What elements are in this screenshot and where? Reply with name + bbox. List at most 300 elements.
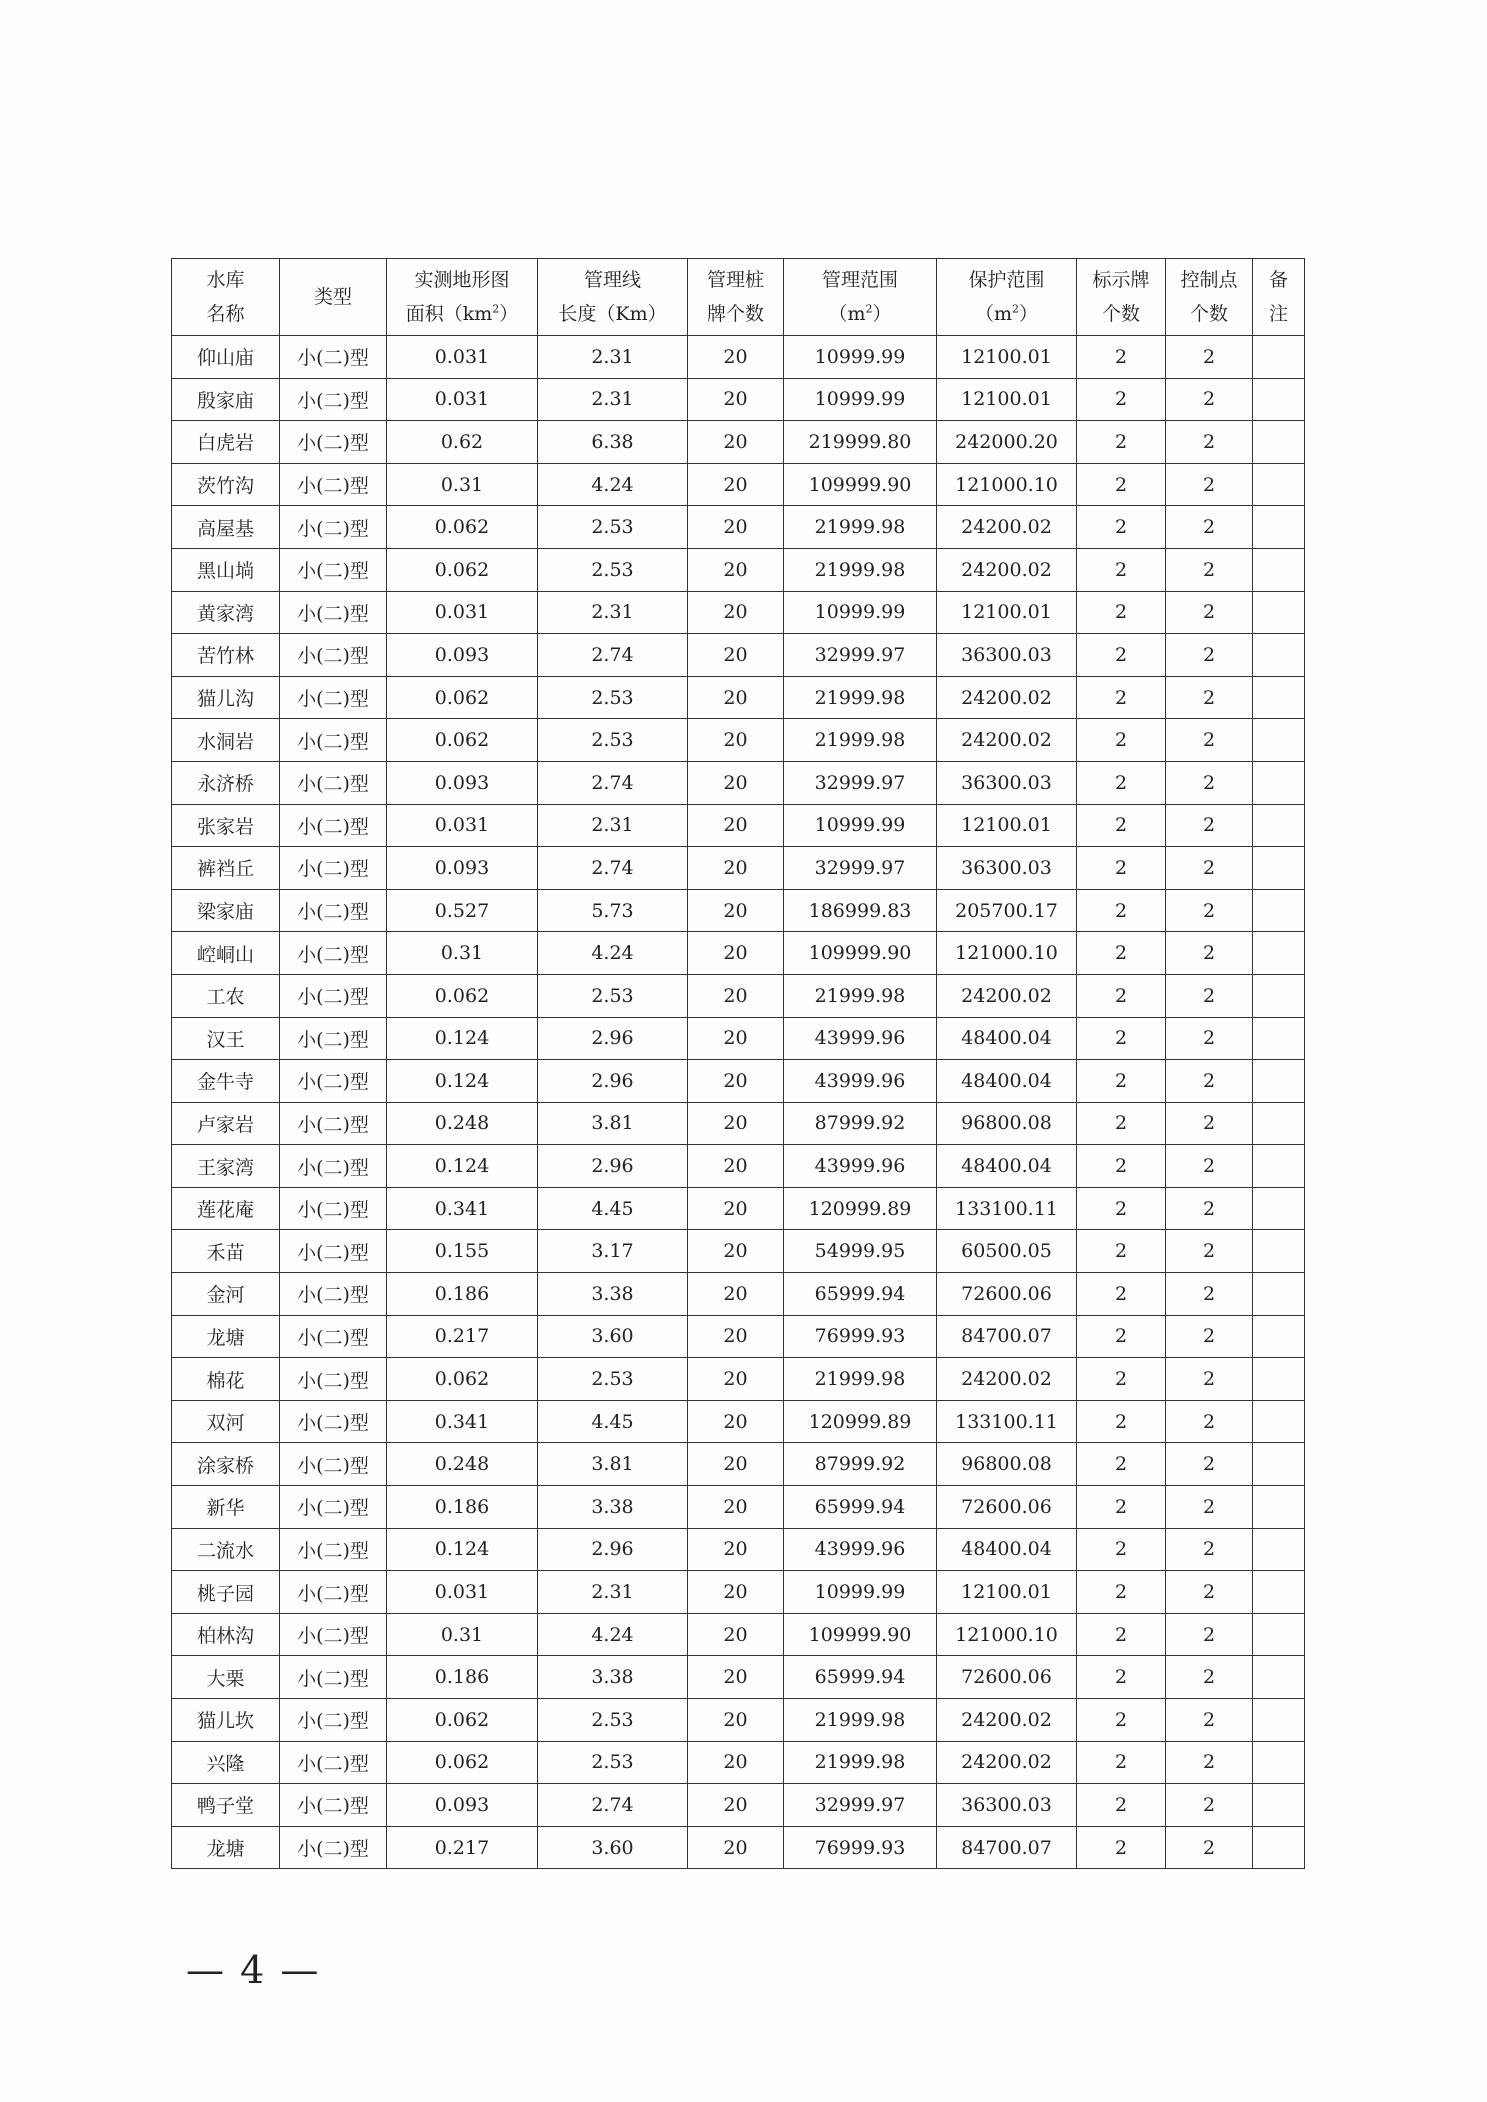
- table-cell: 2: [1166, 804, 1253, 847]
- table-row: [172, 591, 1305, 634]
- table-cell: 24200.02: [937, 1358, 1077, 1401]
- table-cell: 0.124: [387, 1060, 538, 1103]
- table-cell: 4.45: [538, 1400, 688, 1443]
- table-cell: 0.31: [387, 932, 538, 975]
- table-cell: 32999.97: [784, 634, 937, 677]
- table-cell: 0.031: [387, 804, 538, 847]
- table-cell: 43999.96: [784, 1017, 937, 1060]
- table-cell: [1253, 974, 1305, 1017]
- table-cell: 12100.01: [937, 1571, 1077, 1614]
- table-cell: 24200.02: [937, 1741, 1077, 1784]
- column-header-line2: 个数: [1189, 303, 1228, 325]
- table-cell: 20: [688, 1699, 784, 1742]
- table-cell: 72600.06: [937, 1486, 1077, 1529]
- table-cell: 72600.06: [937, 1273, 1077, 1316]
- table-cell: 20: [688, 1528, 784, 1571]
- table-cell: 2: [1077, 1145, 1166, 1188]
- table-cell: 2: [1077, 1102, 1166, 1145]
- table-cell: 21999.98: [784, 974, 937, 1017]
- table-cell: 3.17: [538, 1230, 688, 1273]
- table-row: [172, 1699, 1305, 1742]
- table-cell: 4.24: [538, 1613, 688, 1656]
- table-cell: 2.74: [538, 1784, 688, 1827]
- table-cell: 2.96: [538, 1060, 688, 1103]
- table-cell: 2: [1077, 1017, 1166, 1060]
- page-number: — 4 —: [186, 1948, 321, 1992]
- table-cell: 0.062: [387, 1741, 538, 1784]
- table-cell: 43999.96: [784, 1145, 937, 1188]
- table-cell: 小(二)型: [280, 506, 387, 549]
- table-cell: 2: [1166, 1315, 1253, 1358]
- table-row: [172, 1145, 1305, 1188]
- table-cell: 20: [688, 548, 784, 591]
- table-cell: 0.217: [387, 1826, 538, 1869]
- table-cell: 109999.90: [784, 932, 937, 975]
- table-cell: 2: [1077, 1528, 1166, 1571]
- table-cell: 48400.04: [937, 1528, 1077, 1571]
- table-cell: 0.527: [387, 889, 538, 932]
- table-cell: 20: [688, 1273, 784, 1316]
- table-cell: 2: [1077, 932, 1166, 975]
- table-cell: 65999.94: [784, 1273, 937, 1316]
- table-cell: 0.186: [387, 1273, 538, 1316]
- table-cell: 小(二)型: [280, 932, 387, 975]
- table-row: [172, 634, 1305, 677]
- table-cell: 卢家岩: [172, 1102, 280, 1145]
- table-cell: 汉王: [172, 1017, 280, 1060]
- table-cell: 鸭子堂: [172, 1784, 280, 1827]
- table-cell: [1253, 463, 1305, 506]
- table-cell: 2: [1166, 1273, 1253, 1316]
- table-cell: 2: [1166, 634, 1253, 677]
- column-header-line2: 名称: [206, 303, 245, 325]
- table-cell: 4.45: [538, 1187, 688, 1230]
- table-cell: 121000.10: [937, 463, 1077, 506]
- table-cell: 2: [1077, 1826, 1166, 1869]
- table-cell: 小(二)型: [280, 761, 387, 804]
- column-header-line1: 水库: [206, 269, 245, 291]
- table-cell: 60500.05: [937, 1230, 1077, 1273]
- table-row: [172, 1656, 1305, 1699]
- table-cell: 2: [1077, 1571, 1166, 1614]
- table-cell: 小(二)型: [280, 336, 387, 379]
- table-cell: 24200.02: [937, 974, 1077, 1017]
- table-cell: 0.217: [387, 1315, 538, 1358]
- table-row: [172, 336, 1305, 379]
- table-cell: 苦竹林: [172, 634, 280, 677]
- table-cell: 涂家桥: [172, 1443, 280, 1486]
- column-header-line2: 长度（Km）: [558, 303, 667, 325]
- column-header: [172, 259, 280, 336]
- table-cell: 王家湾: [172, 1145, 280, 1188]
- table-cell: 裤裆丘: [172, 847, 280, 890]
- table-cell: 0.093: [387, 1784, 538, 1827]
- table-cell: 2.96: [538, 1017, 688, 1060]
- column-header-line1: 管理桩: [706, 269, 764, 291]
- table-cell: 小(二)型: [280, 1613, 387, 1656]
- table-cell: [1253, 1017, 1305, 1060]
- table-cell: 2: [1077, 676, 1166, 719]
- table-cell: 32999.97: [784, 847, 937, 890]
- table-cell: 2: [1166, 421, 1253, 464]
- table-cell: 2: [1077, 1784, 1166, 1827]
- table-cell: 48400.04: [937, 1017, 1077, 1060]
- table-cell: 2: [1077, 1613, 1166, 1656]
- table-cell: 小(二)型: [280, 1145, 387, 1188]
- table-cell: 兴隆: [172, 1741, 280, 1784]
- table-cell: 水洞岩: [172, 719, 280, 762]
- table-cell: 20: [688, 676, 784, 719]
- table-cell: 10999.99: [784, 804, 937, 847]
- table-cell: 大栗: [172, 1656, 280, 1699]
- table-cell: 2: [1166, 1443, 1253, 1486]
- table-cell: 2: [1166, 1102, 1253, 1145]
- table-row: [172, 1017, 1305, 1060]
- table-cell: 0.093: [387, 847, 538, 890]
- table-cell: 张家岩: [172, 804, 280, 847]
- table-cell: 20: [688, 1358, 784, 1401]
- table-cell: 20: [688, 1784, 784, 1827]
- table-cell: 242000.20: [937, 421, 1077, 464]
- table-cell: 0.062: [387, 719, 538, 762]
- table-cell: 21999.98: [784, 1358, 937, 1401]
- table-cell: 2: [1166, 1017, 1253, 1060]
- table-cell: 2.53: [538, 676, 688, 719]
- table-row: [172, 804, 1305, 847]
- table-cell: 小(二)型: [280, 378, 387, 421]
- table-cell: 高屋基: [172, 506, 280, 549]
- table-row: [172, 974, 1305, 1017]
- table-cell: 0.031: [387, 336, 538, 379]
- table-cell: 72600.06: [937, 1656, 1077, 1699]
- table-cell: 20: [688, 804, 784, 847]
- table-cell: 猫儿沟: [172, 676, 280, 719]
- table-cell: 0.124: [387, 1145, 538, 1188]
- table-cell: [1253, 1784, 1305, 1827]
- table-cell: 24200.02: [937, 719, 1077, 762]
- table-cell: 0.248: [387, 1443, 538, 1486]
- table-cell: 20: [688, 1571, 784, 1614]
- table-cell: 0.031: [387, 1571, 538, 1614]
- table-cell: 48400.04: [937, 1145, 1077, 1188]
- table-cell: 2: [1077, 847, 1166, 890]
- table-cell: [1253, 1699, 1305, 1742]
- table-cell: 黑山埫: [172, 548, 280, 591]
- table-cell: 109999.90: [784, 463, 937, 506]
- table-cell: [1253, 676, 1305, 719]
- table-cell: 12100.01: [937, 591, 1077, 634]
- table-cell: 小(二)型: [280, 1315, 387, 1358]
- table-cell: 36300.03: [937, 634, 1077, 677]
- table-cell: [1253, 591, 1305, 634]
- column-header-line2: 个数: [1101, 303, 1140, 325]
- table-cell: 小(二)型: [280, 421, 387, 464]
- table-cell: 2.31: [538, 804, 688, 847]
- table-cell: 小(二)型: [280, 1230, 387, 1273]
- table-cell: [1253, 932, 1305, 975]
- table-cell: 白虎岩: [172, 421, 280, 464]
- table-row: [172, 1571, 1305, 1614]
- column-header: [784, 259, 937, 336]
- table-cell: 3.38: [538, 1273, 688, 1316]
- table-cell: 96800.08: [937, 1102, 1077, 1145]
- table-cell: 小(二)型: [280, 889, 387, 932]
- table-cell: 84700.07: [937, 1826, 1077, 1869]
- table-cell: 10999.99: [784, 591, 937, 634]
- table-row: [172, 421, 1305, 464]
- table-cell: 2.96: [538, 1528, 688, 1571]
- table-cell: 76999.93: [784, 1826, 937, 1869]
- table-cell: 36300.03: [937, 847, 1077, 890]
- table-cell: 2.31: [538, 591, 688, 634]
- table-cell: 新华: [172, 1486, 280, 1529]
- column-header-line2: 面积$(km^2)$: [405, 302, 519, 325]
- table-row: [172, 378, 1305, 421]
- table-cell: 小(二)型: [280, 974, 387, 1017]
- column-header: [1077, 259, 1166, 336]
- column-header-line2: $(m^2)$: [974, 302, 1039, 325]
- table-cell: 21999.98: [784, 506, 937, 549]
- table-body: [172, 336, 1305, 1869]
- table-cell: 20: [688, 1741, 784, 1784]
- table-cell: 2: [1077, 506, 1166, 549]
- table-cell: 54999.95: [784, 1230, 937, 1273]
- table-cell: 2: [1077, 378, 1166, 421]
- table-cell: 仰山庙: [172, 336, 280, 379]
- table-cell: 2: [1077, 1656, 1166, 1699]
- column-header-line1: 管理范围: [821, 269, 898, 291]
- table-cell: 10999.99: [784, 378, 937, 421]
- table-cell: [1253, 1102, 1305, 1145]
- table-cell: 小(二)型: [280, 1017, 387, 1060]
- table-cell: [1253, 378, 1305, 421]
- table-cell: 小(二)型: [280, 1784, 387, 1827]
- table-cell: 崆峒山: [172, 932, 280, 975]
- table-cell: [1253, 847, 1305, 890]
- table-cell: 24200.02: [937, 548, 1077, 591]
- table-cell: [1253, 1187, 1305, 1230]
- table-row: [172, 506, 1305, 549]
- table-cell: 21999.98: [784, 1699, 937, 1742]
- table-cell: 2: [1077, 1273, 1166, 1316]
- table-cell: 186999.83: [784, 889, 937, 932]
- table-row: [172, 463, 1305, 506]
- table-cell: 0.186: [387, 1656, 538, 1699]
- table-cell: 20: [688, 847, 784, 890]
- table-cell: 小(二)型: [280, 591, 387, 634]
- column-header-line1: 实测地形图: [414, 269, 510, 291]
- table-row: [172, 1187, 1305, 1230]
- table-cell: 20: [688, 506, 784, 549]
- table-cell: 龙塘: [172, 1826, 280, 1869]
- column-header: [280, 259, 387, 336]
- table-cell: 0.186: [387, 1486, 538, 1529]
- table-cell: 2.53: [538, 719, 688, 762]
- table-cell: 小(二)型: [280, 1571, 387, 1614]
- table-cell: 2: [1166, 932, 1253, 975]
- table-row: [172, 1486, 1305, 1529]
- table-cell: 小(二)型: [280, 1443, 387, 1486]
- table-row: [172, 719, 1305, 762]
- table-cell: 32999.97: [784, 1784, 937, 1827]
- table-cell: 20: [688, 974, 784, 1017]
- reservoir-table: [171, 258, 1305, 1869]
- table-cell: 96800.08: [937, 1443, 1077, 1486]
- table-cell: [1253, 1443, 1305, 1486]
- table-cell: 109999.90: [784, 1613, 937, 1656]
- table-row: [172, 1528, 1305, 1571]
- table-cell: 小(二)型: [280, 1273, 387, 1316]
- table-row: [172, 548, 1305, 591]
- table-cell: 24200.02: [937, 506, 1077, 549]
- table-cell: [1253, 506, 1305, 549]
- table-cell: [1253, 889, 1305, 932]
- table-cell: 2.53: [538, 1741, 688, 1784]
- table-cell: 0.062: [387, 676, 538, 719]
- table-cell: 2: [1166, 1187, 1253, 1230]
- table-cell: 4.24: [538, 932, 688, 975]
- table-cell: 21999.98: [784, 676, 937, 719]
- table-cell: 龙塘: [172, 1315, 280, 1358]
- table-cell: 小(二)型: [280, 1486, 387, 1529]
- table-cell: 0.248: [387, 1102, 538, 1145]
- table-row: [172, 1273, 1305, 1316]
- table-row: [172, 1315, 1305, 1358]
- table-cell: 20: [688, 591, 784, 634]
- table-cell: 2.53: [538, 1358, 688, 1401]
- table-cell: 36300.03: [937, 1784, 1077, 1827]
- table-cell: 20: [688, 1400, 784, 1443]
- table-cell: 20: [688, 1145, 784, 1188]
- table-cell: 2: [1077, 1187, 1166, 1230]
- table-row: [172, 1741, 1305, 1784]
- table-cell: 2: [1077, 1443, 1166, 1486]
- table-cell: [1253, 1613, 1305, 1656]
- table-cell: [1253, 1400, 1305, 1443]
- table-cell: 2: [1166, 1784, 1253, 1827]
- table-cell: 金牛寺: [172, 1060, 280, 1103]
- table-cell: 43999.96: [784, 1528, 937, 1571]
- table-cell: 20: [688, 1486, 784, 1529]
- table-cell: 2: [1077, 1699, 1166, 1742]
- table-cell: 120999.89: [784, 1400, 937, 1443]
- table-cell: 3.60: [538, 1826, 688, 1869]
- table-cell: 20: [688, 1443, 784, 1486]
- table-cell: 工农: [172, 974, 280, 1017]
- table-cell: 20: [688, 378, 784, 421]
- table-cell: 2: [1166, 1400, 1253, 1443]
- table-cell: 20: [688, 719, 784, 762]
- column-header-line2: 牌个数: [706, 303, 764, 325]
- table-cell: 2: [1077, 634, 1166, 677]
- table-cell: 2: [1166, 1571, 1253, 1614]
- table-cell: 小(二)型: [280, 676, 387, 719]
- table-cell: 20: [688, 336, 784, 379]
- table-cell: [1253, 1741, 1305, 1784]
- column-header-line1: 管理线: [583, 269, 641, 291]
- table-cell: 12100.01: [937, 378, 1077, 421]
- table-row: [172, 1784, 1305, 1827]
- table-cell: 小(二)型: [280, 719, 387, 762]
- table-cell: 2: [1077, 1358, 1166, 1401]
- table-cell: 小(二)型: [280, 1741, 387, 1784]
- table-cell: 3.81: [538, 1443, 688, 1486]
- table-cell: [1253, 421, 1305, 464]
- table-cell: 84700.07: [937, 1315, 1077, 1358]
- table-cell: 0.124: [387, 1017, 538, 1060]
- table-cell: 2: [1166, 506, 1253, 549]
- table-row: [172, 847, 1305, 890]
- table-cell: 2: [1166, 889, 1253, 932]
- table-cell: 2: [1077, 336, 1166, 379]
- table-cell: [1253, 804, 1305, 847]
- table-row: [172, 1102, 1305, 1145]
- table-cell: 2: [1166, 1486, 1253, 1529]
- table-cell: 0.341: [387, 1400, 538, 1443]
- table-cell: 2: [1077, 548, 1166, 591]
- table-cell: 小(二)型: [280, 548, 387, 591]
- table-cell: 4.24: [538, 463, 688, 506]
- table-cell: 2.74: [538, 634, 688, 677]
- table-cell: 二流水: [172, 1528, 280, 1571]
- table-cell: 2: [1166, 378, 1253, 421]
- table-cell: 2: [1077, 421, 1166, 464]
- table-cell: 2: [1077, 1060, 1166, 1103]
- table-cell: 2: [1166, 548, 1253, 591]
- table-cell: 0.62: [387, 421, 538, 464]
- table-cell: [1253, 1273, 1305, 1316]
- table-cell: 36300.03: [937, 761, 1077, 804]
- table-cell: 24200.02: [937, 676, 1077, 719]
- table-cell: 2.74: [538, 847, 688, 890]
- table-cell: [1253, 1486, 1305, 1529]
- table-cell: 10999.99: [784, 336, 937, 379]
- table-cell: [1253, 1571, 1305, 1614]
- table-cell: 48400.04: [937, 1060, 1077, 1103]
- table-cell: [1253, 719, 1305, 762]
- table-cell: 20: [688, 1656, 784, 1699]
- table-cell: 24200.02: [937, 1699, 1077, 1742]
- table-cell: 小(二)型: [280, 1187, 387, 1230]
- column-header-line1: 保护范围: [968, 269, 1045, 291]
- table-cell: 小(二)型: [280, 847, 387, 890]
- table-cell: 2: [1077, 1315, 1166, 1358]
- table-cell: 2.31: [538, 378, 688, 421]
- table-cell: 小(二)型: [280, 804, 387, 847]
- table-row: [172, 1613, 1305, 1656]
- table-cell: 小(二)型: [280, 1528, 387, 1571]
- table-cell: 2: [1166, 1358, 1253, 1401]
- table-cell: 2: [1166, 761, 1253, 804]
- table-cell: 0.062: [387, 974, 538, 1017]
- column-header-line1: 备: [1268, 269, 1288, 291]
- table-row: [172, 761, 1305, 804]
- table-cell: 6.38: [538, 421, 688, 464]
- column-header: [1253, 259, 1305, 336]
- table-cell: [1253, 1315, 1305, 1358]
- table-cell: [1253, 634, 1305, 677]
- table-cell: 0.062: [387, 1358, 538, 1401]
- column-header: [1166, 259, 1253, 336]
- table-cell: 小(二)型: [280, 1656, 387, 1699]
- table-cell: 2: [1166, 463, 1253, 506]
- table-cell: 20: [688, 1315, 784, 1358]
- table-cell: 茨竹沟: [172, 463, 280, 506]
- table-cell: 3.38: [538, 1486, 688, 1529]
- table-cell: 2: [1077, 463, 1166, 506]
- column-header: [688, 259, 784, 336]
- column-header-line1: 控制点: [1180, 269, 1238, 291]
